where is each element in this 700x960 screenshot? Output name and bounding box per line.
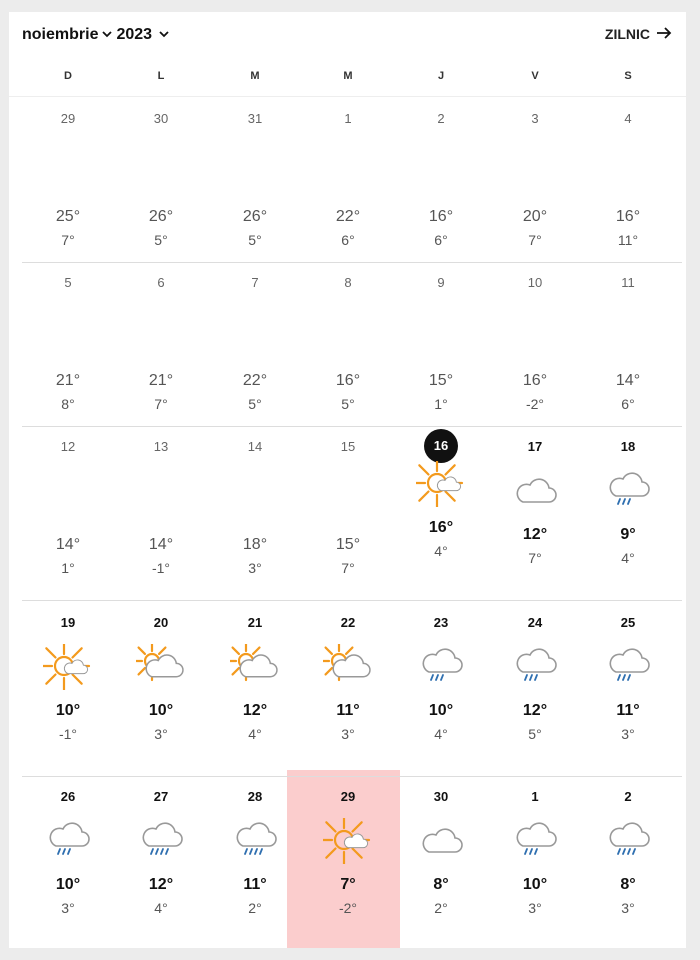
sun-cloud-icon: [301, 818, 395, 866]
icon-placeholder: [21, 140, 115, 188]
low-temperature: 7°: [61, 232, 75, 248]
day-number: 2: [437, 111, 445, 126]
high-temperature: 11°: [616, 702, 640, 719]
day-cell[interactable]: [581, 108, 675, 248]
day-cell[interactable]: [394, 108, 488, 248]
day-cell[interactable]: [301, 108, 395, 248]
day-number: 29: [340, 789, 356, 804]
day-cell[interactable]: [301, 786, 395, 916]
day-number: 20: [153, 615, 169, 630]
high-temperature: 16°: [428, 519, 454, 536]
high-temperature: 26°: [148, 208, 174, 225]
low-temperature: 6°: [341, 232, 355, 248]
day-cell[interactable]: [488, 436, 582, 566]
low-temperature: 3°: [621, 726, 635, 742]
low-temperature: 7°: [154, 396, 168, 412]
day-cell[interactable]: [581, 436, 675, 566]
day-cell[interactable]: [301, 272, 395, 412]
week-separator: [22, 776, 682, 777]
high-temperature: 12°: [242, 702, 268, 719]
high-temperature: 20°: [522, 208, 548, 225]
day-number: 12: [60, 439, 76, 454]
day-number: 9: [437, 275, 445, 290]
partly-cloudy-icon: [114, 644, 208, 692]
icon-placeholder: [114, 468, 208, 516]
high-temperature: 15°: [335, 536, 361, 553]
high-temperature: 12°: [148, 876, 174, 893]
day-cell[interactable]: [301, 612, 395, 742]
heavy-rain-cloud-icon: [581, 818, 675, 866]
cloud-icon: [394, 818, 488, 866]
low-temperature: -1°: [151, 560, 171, 576]
low-temperature: 2°: [434, 900, 448, 916]
day-cell[interactable]: [21, 272, 115, 412]
day-cell[interactable]: [21, 436, 115, 576]
day-number: 1: [531, 789, 539, 804]
day-number: 13: [153, 439, 169, 454]
heavy-rain-cloud-icon: [114, 818, 208, 866]
day-cell[interactable]: [114, 272, 208, 412]
day-number: 26: [60, 789, 76, 804]
low-temperature: 3°: [154, 726, 168, 742]
high-temperature: 22°: [335, 208, 361, 225]
day-number: 3: [531, 111, 539, 126]
high-temperature: 14°: [148, 536, 174, 553]
icon-placeholder: [394, 304, 488, 352]
icon-placeholder: [21, 304, 115, 352]
day-cell[interactable]: [114, 786, 208, 916]
day-number: 30: [433, 789, 449, 804]
high-temperature: 10°: [55, 876, 81, 893]
day-number: 10: [527, 275, 543, 290]
day-number: 29: [60, 111, 76, 126]
icon-placeholder: [394, 140, 488, 188]
sun-cloud-icon: [394, 461, 488, 509]
day-cell[interactable]: [394, 786, 488, 916]
high-temperature: 18°: [242, 536, 268, 553]
day-number: 14: [247, 439, 263, 454]
low-temperature: 3°: [528, 900, 542, 916]
low-temperature: 3°: [61, 900, 75, 916]
month-year-selector[interactable]: [22, 26, 173, 44]
day-number: 17: [527, 439, 543, 454]
day-cell[interactable]: [301, 436, 395, 576]
day-number: 18: [620, 439, 636, 454]
partly-cloudy-icon: [208, 644, 302, 692]
low-temperature: 7°: [528, 550, 542, 566]
day-number: 15: [340, 439, 356, 454]
day-cell[interactable]: [488, 786, 582, 916]
high-temperature: 21°: [148, 372, 174, 389]
low-temperature: 1°: [434, 396, 448, 412]
cloud-icon: [488, 468, 582, 516]
daily-view-link[interactable]: [605, 26, 672, 42]
day-number: 7: [251, 275, 259, 290]
low-temperature: 4°: [248, 726, 262, 742]
low-temperature: 5°: [248, 232, 262, 248]
day-number: 28: [247, 789, 263, 804]
low-temperature: 4°: [434, 543, 448, 559]
low-temperature: 4°: [154, 900, 168, 916]
high-temperature: 15°: [428, 372, 454, 389]
year-label: 2023: [116, 26, 153, 43]
high-temperature: 26°: [242, 208, 268, 225]
day-number: 21: [247, 615, 263, 630]
icon-placeholder: [301, 304, 395, 352]
day-cell[interactable]: [581, 786, 675, 916]
icon-placeholder: [581, 140, 675, 188]
weekday-label: S: [624, 70, 632, 82]
day-cell[interactable]: [394, 612, 488, 742]
weekday-label: J: [437, 70, 445, 82]
high-temperature: 14°: [615, 372, 641, 389]
day-number: 11: [621, 275, 635, 290]
icon-placeholder: [21, 468, 115, 516]
weekday-label: V: [531, 70, 539, 82]
month-label: noiembrie: [22, 26, 99, 43]
day-cell[interactable]: [394, 272, 488, 412]
high-temperature: 10°: [55, 702, 81, 719]
high-temperature: 16°: [615, 208, 641, 225]
chevron-down-icon: [158, 26, 170, 44]
day-cell[interactable]: [21, 786, 115, 916]
week-separator: [22, 600, 682, 601]
arrow-right-icon: [656, 26, 672, 42]
icon-placeholder: [114, 140, 208, 188]
day-number: 4: [624, 111, 632, 126]
chevron-down-icon: [101, 26, 113, 44]
icon-placeholder: [114, 304, 208, 352]
day-number: 19: [60, 615, 76, 630]
high-temperature: 21°: [55, 372, 81, 389]
heavy-rain-cloud-icon: [208, 818, 302, 866]
day-number: 2: [624, 789, 632, 804]
day-number: 27: [153, 789, 169, 804]
calendar-header: [9, 12, 686, 62]
high-temperature: 22°: [242, 372, 268, 389]
high-temperature: 25°: [55, 208, 81, 225]
weekday-label: L: [157, 70, 165, 82]
low-temperature: 5°: [528, 726, 542, 742]
low-temperature: 8°: [61, 396, 75, 412]
partly-cloudy-icon: [301, 644, 395, 692]
high-temperature: 7°: [340, 876, 356, 893]
high-temperature: 12°: [522, 702, 548, 719]
rain-cloud-icon: [581, 644, 675, 692]
rain-cloud-icon: [581, 468, 675, 516]
day-number: 5: [64, 275, 72, 290]
weekday-label: D: [64, 70, 72, 82]
day-cell[interactable]: [208, 108, 302, 248]
icon-placeholder: [208, 140, 302, 188]
day-cell[interactable]: [581, 272, 675, 412]
day-cell[interactable]: [114, 108, 208, 248]
day-number: 24: [527, 615, 543, 630]
low-temperature: 6°: [434, 232, 448, 248]
icon-placeholder: [301, 468, 395, 516]
day-cell[interactable]: [581, 612, 675, 742]
icon-placeholder: [208, 304, 302, 352]
rain-cloud-icon: [21, 818, 115, 866]
day-number: 25: [620, 615, 636, 630]
icon-placeholder: [208, 468, 302, 516]
low-temperature: 11°: [617, 232, 639, 248]
weekday-label: M: [250, 70, 260, 82]
low-temperature: 5°: [341, 396, 355, 412]
day-cell[interactable]: [208, 272, 302, 412]
low-temperature: 4°: [434, 726, 448, 742]
low-temperature: 3°: [248, 560, 262, 576]
low-temperature: -2°: [525, 396, 545, 412]
high-temperature: 11°: [336, 702, 360, 719]
day-cell[interactable]: [394, 436, 488, 559]
icon-placeholder: [488, 140, 582, 188]
day-cell[interactable]: [488, 108, 582, 248]
high-temperature: 12°: [522, 526, 548, 543]
day-number: 6: [157, 275, 165, 290]
low-temperature: 7°: [528, 232, 542, 248]
low-temperature: 5°: [248, 396, 262, 412]
low-temperature: 1°: [61, 560, 75, 576]
low-temperature: 2°: [248, 900, 262, 916]
day-number: 23: [433, 615, 449, 630]
icon-placeholder: [581, 304, 675, 352]
rain-cloud-icon: [394, 644, 488, 692]
week-separator: [22, 262, 682, 263]
low-temperature: 5°: [154, 232, 168, 248]
low-temperature: 3°: [341, 726, 355, 742]
day-cell[interactable]: [208, 436, 302, 576]
day-number: 1: [344, 111, 352, 126]
daily-label: ZILNIC: [604, 26, 650, 42]
icon-placeholder: [488, 304, 582, 352]
high-temperature: 16°: [335, 372, 361, 389]
low-temperature: 7°: [341, 560, 355, 576]
day-cell[interactable]: [488, 272, 582, 412]
rain-cloud-icon: [488, 818, 582, 866]
day-number: 22: [340, 615, 356, 630]
low-temperature: 6°: [621, 396, 635, 412]
weekday-header-row: [9, 62, 686, 97]
high-temperature: 11°: [243, 876, 267, 893]
day-cell[interactable]: [114, 612, 208, 742]
high-temperature: 8°: [433, 876, 449, 893]
high-temperature: 10°: [522, 876, 548, 893]
today-date-badge: 16: [424, 429, 458, 463]
day-number: 30: [153, 111, 169, 126]
day-cell[interactable]: [488, 612, 582, 742]
low-temperature: -1°: [58, 726, 78, 742]
day-number: 8: [344, 275, 352, 290]
high-temperature: 16°: [522, 372, 548, 389]
day-number: 31: [247, 111, 263, 126]
weekday-label: M: [343, 70, 353, 82]
low-temperature: 3°: [621, 900, 635, 916]
icon-placeholder: [301, 140, 395, 188]
high-temperature: 10°: [428, 702, 454, 719]
high-temperature: 14°: [55, 536, 81, 553]
rain-cloud-icon: [488, 644, 582, 692]
high-temperature: 9°: [620, 526, 636, 543]
high-temperature: 8°: [620, 876, 636, 893]
low-temperature: 4°: [621, 550, 635, 566]
day-cell[interactable]: [208, 786, 302, 916]
high-temperature: 16°: [428, 208, 454, 225]
week-separator: [22, 426, 682, 427]
day-cell[interactable]: [114, 436, 208, 576]
day-cell[interactable]: [208, 612, 302, 742]
day-cell[interactable]: [21, 108, 115, 248]
sun-cloud-icon: [21, 644, 115, 692]
day-cell[interactable]: [21, 612, 115, 742]
low-temperature: -2°: [338, 900, 358, 916]
high-temperature: 10°: [148, 702, 174, 719]
